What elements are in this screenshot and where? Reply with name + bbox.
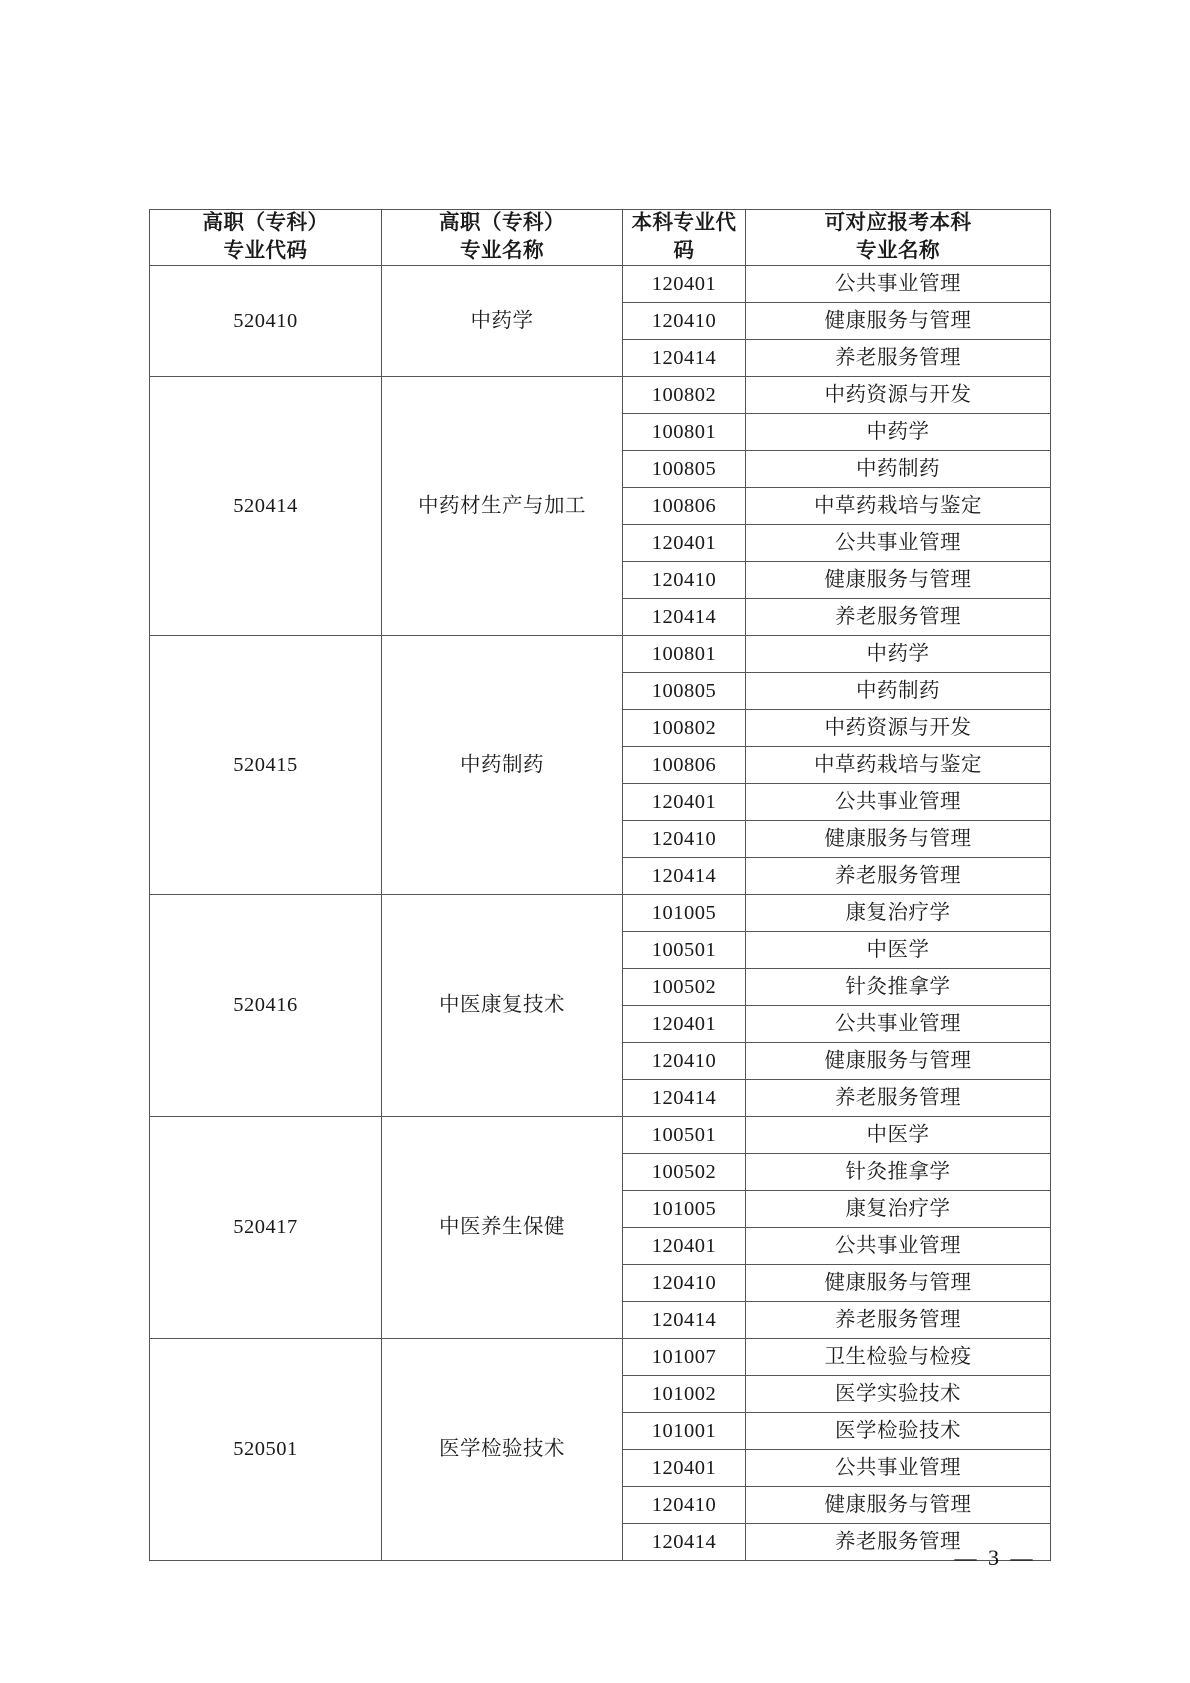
vocational-code-cell: 520414 — [150, 377, 382, 636]
bachelor-name-cell: 公共事业管理 — [746, 1450, 1051, 1487]
bachelor-name-cell: 公共事业管理 — [746, 1228, 1051, 1265]
table-row — [150, 1339, 1051, 1376]
bachelor-name-cell: 健康服务与管理 — [746, 303, 1051, 340]
bachelor-code-cell: 120410 — [623, 303, 746, 340]
table-row — [150, 377, 1051, 414]
table-body — [150, 210, 1051, 1561]
bachelor-code-cell: 120401 — [623, 784, 746, 821]
bachelor-name-cell: 医学实验技术 — [746, 1376, 1051, 1413]
bachelor-name-cell: 中医学 — [746, 1117, 1051, 1154]
bachelor-code-cell: 100806 — [623, 747, 746, 784]
header-line: 专业名称 — [856, 239, 940, 262]
bachelor-name-cell: 健康服务与管理 — [746, 1043, 1051, 1080]
vocational-code-cell: 520416 — [150, 895, 382, 1117]
bachelor-code-cell: 101005 — [623, 1191, 746, 1228]
bachelor-name-cell: 健康服务与管理 — [746, 562, 1051, 599]
bachelor-name-cell: 中药学 — [746, 414, 1051, 451]
bachelor-name-cell: 康复治疗学 — [746, 895, 1051, 932]
bachelor-code-cell: 100501 — [623, 1117, 746, 1154]
header-line: 高职（专科） — [202, 212, 329, 234]
bachelor-code-cell: 120410 — [623, 562, 746, 599]
table-row — [150, 636, 1051, 673]
bachelor-code-cell: 120410 — [623, 1265, 746, 1302]
bachelor-name-cell: 中药资源与开发 — [746, 710, 1051, 747]
bachelor-code-cell: 100805 — [623, 451, 746, 488]
column-header-bachelor-code — [623, 210, 746, 266]
bachelor-code-cell: 120414 — [623, 599, 746, 636]
table-row — [150, 1117, 1051, 1154]
page-number-label: — 3 — — [954, 1545, 1036, 1570]
table-row — [150, 266, 1051, 303]
bachelor-code-cell: 101007 — [623, 1339, 746, 1376]
vocational-name-cell: 中医康复技术 — [382, 895, 623, 1117]
bachelor-name-cell: 健康服务与管理 — [746, 1265, 1051, 1302]
header-line: 高职（专科） — [439, 212, 565, 234]
page-footer — [0, 1545, 1190, 1571]
bachelor-code-cell: 120410 — [623, 1043, 746, 1080]
bachelor-name-cell: 卫生检验与检疫 — [746, 1339, 1051, 1376]
bachelor-code-cell: 120414 — [623, 1080, 746, 1117]
bachelor-code-cell: 120401 — [623, 266, 746, 303]
bachelor-code-cell: 120401 — [623, 1228, 746, 1265]
table-row — [150, 895, 1051, 932]
bachelor-name-cell: 针灸推拿学 — [746, 969, 1051, 1006]
bachelor-code-cell: 100801 — [623, 636, 746, 673]
bachelor-code-cell: 101005 — [623, 895, 746, 932]
column-header-vocational-code — [150, 210, 382, 266]
bachelor-name-cell: 中草药栽培与鉴定 — [746, 488, 1051, 525]
bachelor-code-cell: 101001 — [623, 1413, 746, 1450]
bachelor-name-cell: 养老服务管理 — [746, 1302, 1051, 1339]
vocational-code-cell: 520415 — [150, 636, 382, 895]
vocational-name-cell: 中药学 — [382, 266, 623, 377]
bachelor-name-cell: 医学检验技术 — [746, 1413, 1051, 1450]
bachelor-name-cell: 公共事业管理 — [746, 784, 1051, 821]
bachelor-name-cell: 康复治疗学 — [746, 1191, 1051, 1228]
vocational-code-cell: 520417 — [150, 1117, 382, 1339]
bachelor-name-cell: 健康服务与管理 — [746, 1487, 1051, 1524]
bachelor-code-cell: 100802 — [623, 710, 746, 747]
vocational-name-cell: 医学检验技术 — [382, 1339, 623, 1561]
bachelor-name-cell: 公共事业管理 — [746, 1006, 1051, 1043]
bachelor-code-cell: 120401 — [623, 1450, 746, 1487]
column-header-vocational-name — [382, 210, 623, 266]
major-correspondence-table — [149, 209, 1051, 1561]
bachelor-name-cell: 中药学 — [746, 636, 1051, 673]
vocational-code-cell: 520501 — [150, 1339, 382, 1561]
bachelor-name-cell: 公共事业管理 — [746, 266, 1051, 303]
bachelor-name-cell: 养老服务管理 — [746, 340, 1051, 377]
bachelor-code-cell: 120414 — [623, 1302, 746, 1339]
vocational-code-cell: 520410 — [150, 266, 382, 377]
vocational-name-cell: 中医养生保健 — [382, 1117, 623, 1339]
bachelor-code-cell: 100502 — [623, 969, 746, 1006]
bachelor-code-cell: 120414 — [623, 1524, 746, 1561]
header-line: 专业代码 — [223, 239, 308, 262]
bachelor-code-cell: 120401 — [623, 1006, 746, 1043]
column-header-bachelor-name — [746, 210, 1051, 266]
header-line: 可对应报考本科 — [824, 212, 972, 234]
bachelor-code-cell: 100801 — [623, 414, 746, 451]
bachelor-code-cell: 100802 — [623, 377, 746, 414]
table-header-row — [150, 210, 1051, 266]
vocational-name-cell: 中药制药 — [382, 636, 623, 895]
bachelor-name-cell: 养老服务管理 — [746, 858, 1051, 895]
bachelor-code-cell: 120414 — [623, 340, 746, 377]
bachelor-code-cell: 100805 — [623, 673, 746, 710]
vocational-name-cell: 中药材生产与加工 — [382, 377, 623, 636]
bachelor-code-cell: 100501 — [623, 932, 746, 969]
bachelor-code-cell: 100502 — [623, 1154, 746, 1191]
bachelor-name-cell: 养老服务管理 — [746, 599, 1051, 636]
bachelor-name-cell: 中药资源与开发 — [746, 377, 1051, 414]
bachelor-code-cell: 100806 — [623, 488, 746, 525]
bachelor-code-cell: 120414 — [623, 858, 746, 895]
bachelor-name-cell: 公共事业管理 — [746, 525, 1051, 562]
bachelor-code-cell: 120410 — [623, 1487, 746, 1524]
bachelor-code-cell: 101002 — [623, 1376, 746, 1413]
bachelor-name-cell: 中草药栽培与鉴定 — [746, 747, 1051, 784]
bachelor-name-cell: 养老服务管理 — [746, 1080, 1051, 1117]
bachelor-name-cell: 健康服务与管理 — [746, 821, 1051, 858]
header-line: 本科专业代码 — [631, 212, 737, 262]
bachelor-name-cell: 中医学 — [746, 932, 1051, 969]
header-line: 专业名称 — [460, 239, 544, 262]
major-correspondence-table-wrapper — [149, 209, 1050, 1561]
bachelor-code-cell: 120401 — [623, 525, 746, 562]
bachelor-name-cell: 养老服务管理 — [746, 1524, 1051, 1561]
bachelor-name-cell: 中药制药 — [746, 451, 1051, 488]
bachelor-name-cell: 中药制药 — [746, 673, 1051, 710]
bachelor-name-cell: 针灸推拿学 — [746, 1154, 1051, 1191]
bachelor-code-cell: 120410 — [623, 821, 746, 858]
